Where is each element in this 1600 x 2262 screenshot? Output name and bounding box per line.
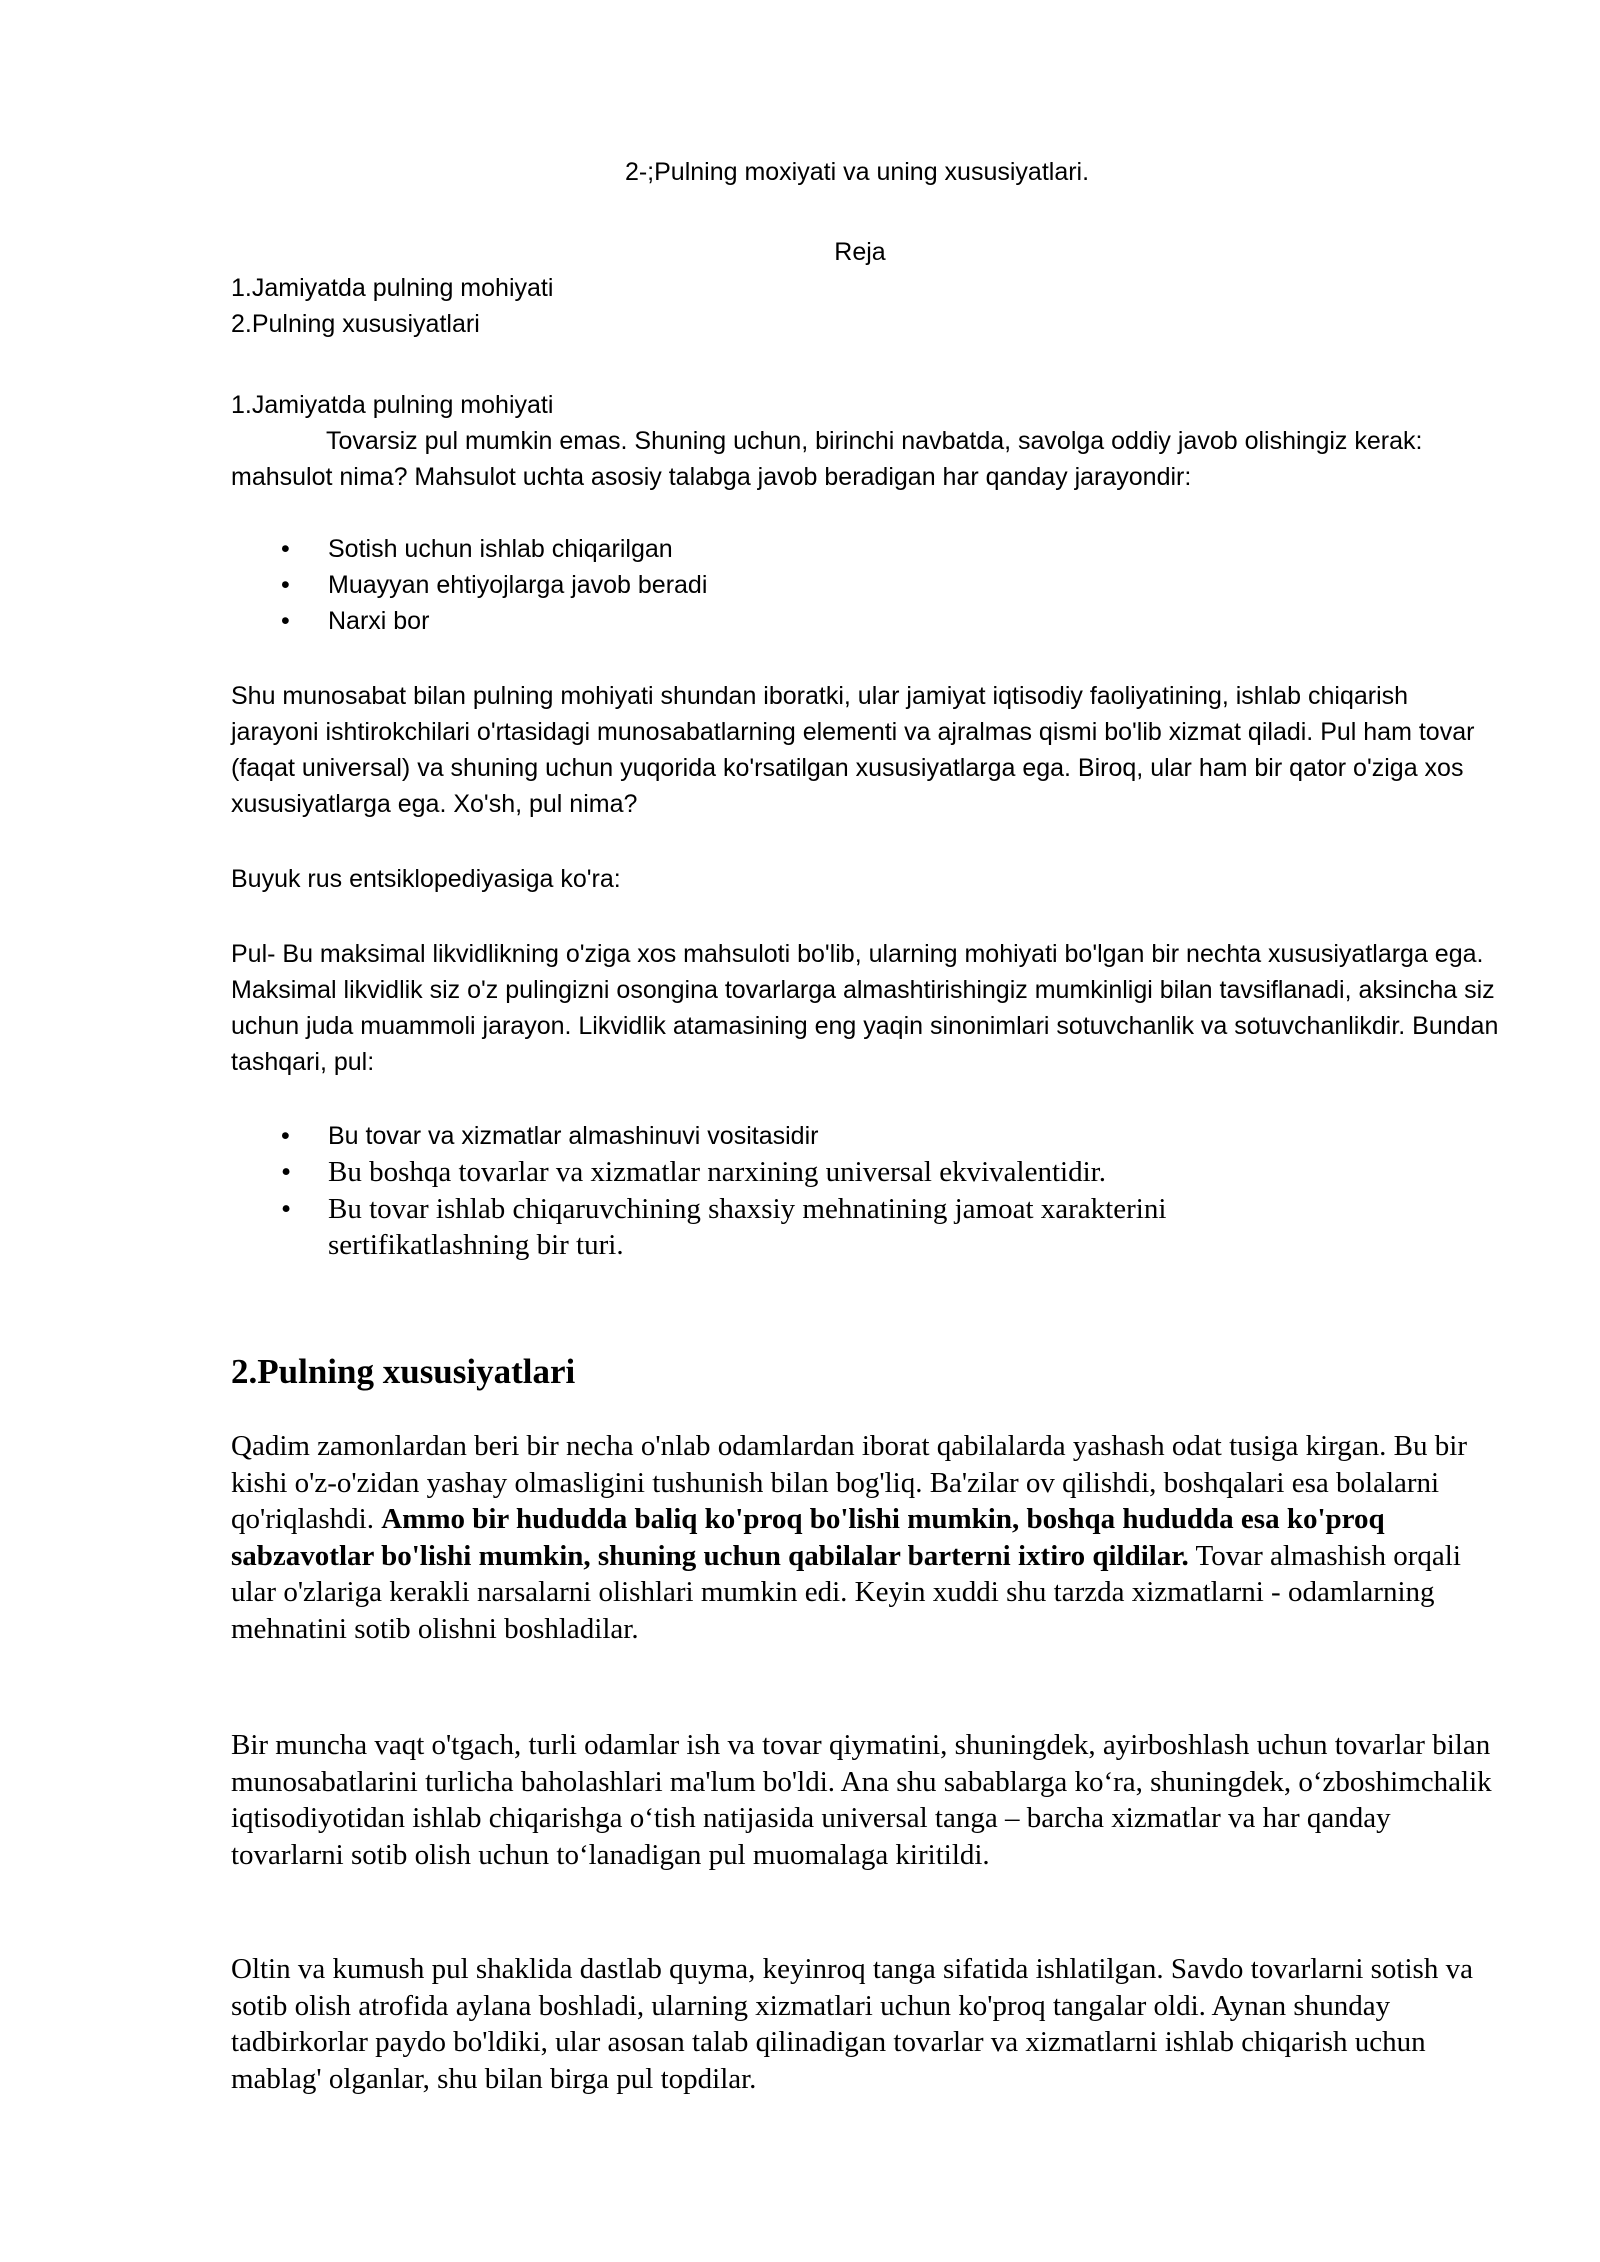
section1-paragraph: Shu munosabat bilan pulning mohiyati shundan iboratki, ular jamiyat iqtisodiy faoliyatining, ishlab chiqarish jarayoni ishtirokchilari o'rtasidagi munosabatlarning elementi va ajralmas qismi bo'lib xizmat qiladi. Pul ham tovar (faqat universal) va shuning uchun yuqorida ko'rsatilgan xususiyatlarga ega. Biroq, ular ham bir qator o'ziga xos xususiyatlarga ega. Xo'sh, pul nima?: [231, 682, 1475, 818]
list-item: [231, 1154, 1258, 1191]
section1-intro-text: Tovarsiz pul mumkin emas. Shuning uchun, birinchi navbatda, savolga oddiy javob olishingiz kerak: mahsulot nima? Mahsulot uchta asosiy talabga javob beradigan har qanday jarayondir:: [231, 427, 1423, 491]
list-item: [231, 1191, 1258, 1264]
paragraph-text: Tovar almashish orqali ular o'zlariga kerakli narsalarni olishlari mumkin edi. Keyin xuddi shu tarzda xizmatlarni - odamlarning mehnatini sotib olishni boshladilar.: [231, 1539, 1461, 1645]
bullet-icon: •: [281, 1156, 292, 1188]
money-properties-list: [231, 1118, 1501, 1264]
list-item-text: Bu tovar ishlab chiqaruvchining shaxsiy mehnatining jamoat xarakterini sertifikatlashning bir turi.: [328, 1192, 1167, 1261]
section1-paragraph: Pul- Bu maksimal likvidlikning o'ziga xos mahsuloti bo'lib, ularning mohiyati bo'lgan bir nechta xususiyatlarga ega. Maksimal likvidlik siz o'z pulingizni osongina tovarlarga almashtirishingiz mumkinligi bilan tavsiflanadi, aksincha siz uchun juda muammoli jarayon. Likvidlik atamasining eng yaqin sinonimlari sotuvchanlik va sotuvchanlikdir. Bundan tashqari, pul:: [231, 940, 1499, 1076]
plan-heading: Reja: [834, 238, 886, 266]
list-item-text: Sotish uchun ishlab chiqarilgan: [328, 535, 673, 563]
paragraph-bold-text: Ammo bir hududda baliq ko'proq bo'lishi mumkin, boshqa hududda esa ko'proq sabzavotlar bo'lishi mumkin, shuning uchun qabilalar barterni ixtiro qildilar.: [231, 1503, 1385, 1572]
bullet-icon: •: [281, 607, 290, 635]
bullet-icon: •: [281, 535, 290, 563]
plan-item: 2.Pulning xususiyatlari: [231, 310, 480, 338]
section2-paragraph: [231, 1428, 1501, 1647]
plan-item: 1.Jamiyatda pulning mohiyati: [231, 274, 554, 302]
list-item-text: Bu boshqa tovarlar va xizmatlar narxining universal ekvivalentidir.: [328, 1156, 1106, 1188]
bullet-icon: •: [281, 1122, 290, 1150]
bullet-icon: •: [281, 571, 290, 599]
section2-heading: 2.Pulning xususiyatlari: [231, 1352, 576, 1391]
list-item: [231, 567, 1501, 603]
section1-heading: 1.Jamiyatda pulning mohiyati: [231, 391, 554, 419]
list-item: [231, 603, 1501, 639]
product-criteria-list: [231, 531, 1501, 639]
list-item: [231, 531, 1501, 567]
section2-paragraph: Bir muncha vaqt o'tgach, turli odamlar ish va tovar qiymatini, shuningdek, ayirboshlash uchun tovarlar bilan munosabatlarini turlicha baholashlari ma'lum bo'ldi. Ana shu sabablarga ko‘ra, shuningdek, o‘zboshimchalik iqtisodiyotidan ishlab chiqarishga o‘tish natijasida universal tanga – barcha xizmatlar va har qanday tovarlarni sotib olish uchun to‘lanadigan pul muomalaga kiritildi.: [231, 1729, 1492, 1871]
bullet-icon: •: [281, 1192, 292, 1225]
list-item-text: Bu tovar va xizmatlar almashinuvi vositasidir: [328, 1122, 819, 1150]
section1-paragraph: Buyuk rus entsiklopediyasiga ko'ra:: [231, 865, 621, 893]
plan-list: [231, 270, 1501, 342]
list-item: [231, 1118, 1501, 1154]
list-item-text: Narxi bor: [328, 607, 430, 635]
section1-intro-paragraph: [231, 423, 1501, 495]
document-title: 2-;Pulning moxiyati va uning xususiyatlari.: [624, 158, 1090, 186]
section2-paragraph: Oltin va kumush pul shaklida dastlab quyma, keyinroq tanga sifatida ishlatilgan. Savdo tovarlarni sotish va sotib olish atrofida aylana boshladi, ularning xizmatlari uchun ko'proq tangalar oldi. Aynan shunday tadbirkorlar paydo bo'ldiki, ular asosan talab qilinadigan tovarlar va xizmatlarni ishlab chiqarish uchun mablag' olganlar, shu bilan birga pul topdilar.: [231, 1953, 1473, 2095]
list-item-text: Muayyan ehtiyojlarga javob beradi: [328, 571, 708, 599]
paragraph-text: Qadim zamonlardan beri bir necha o'nlab odamlardan iborat qabilalarda yashash odat tusiga kirgan. Bu bir kishi o'z-o'zidan yashay olmasligini tushunish bilan bog'liq. Ba'zilar ov qilishdi, boshqalari esa bolalarni qo'riqlashdi.: [231, 1430, 1467, 1535]
